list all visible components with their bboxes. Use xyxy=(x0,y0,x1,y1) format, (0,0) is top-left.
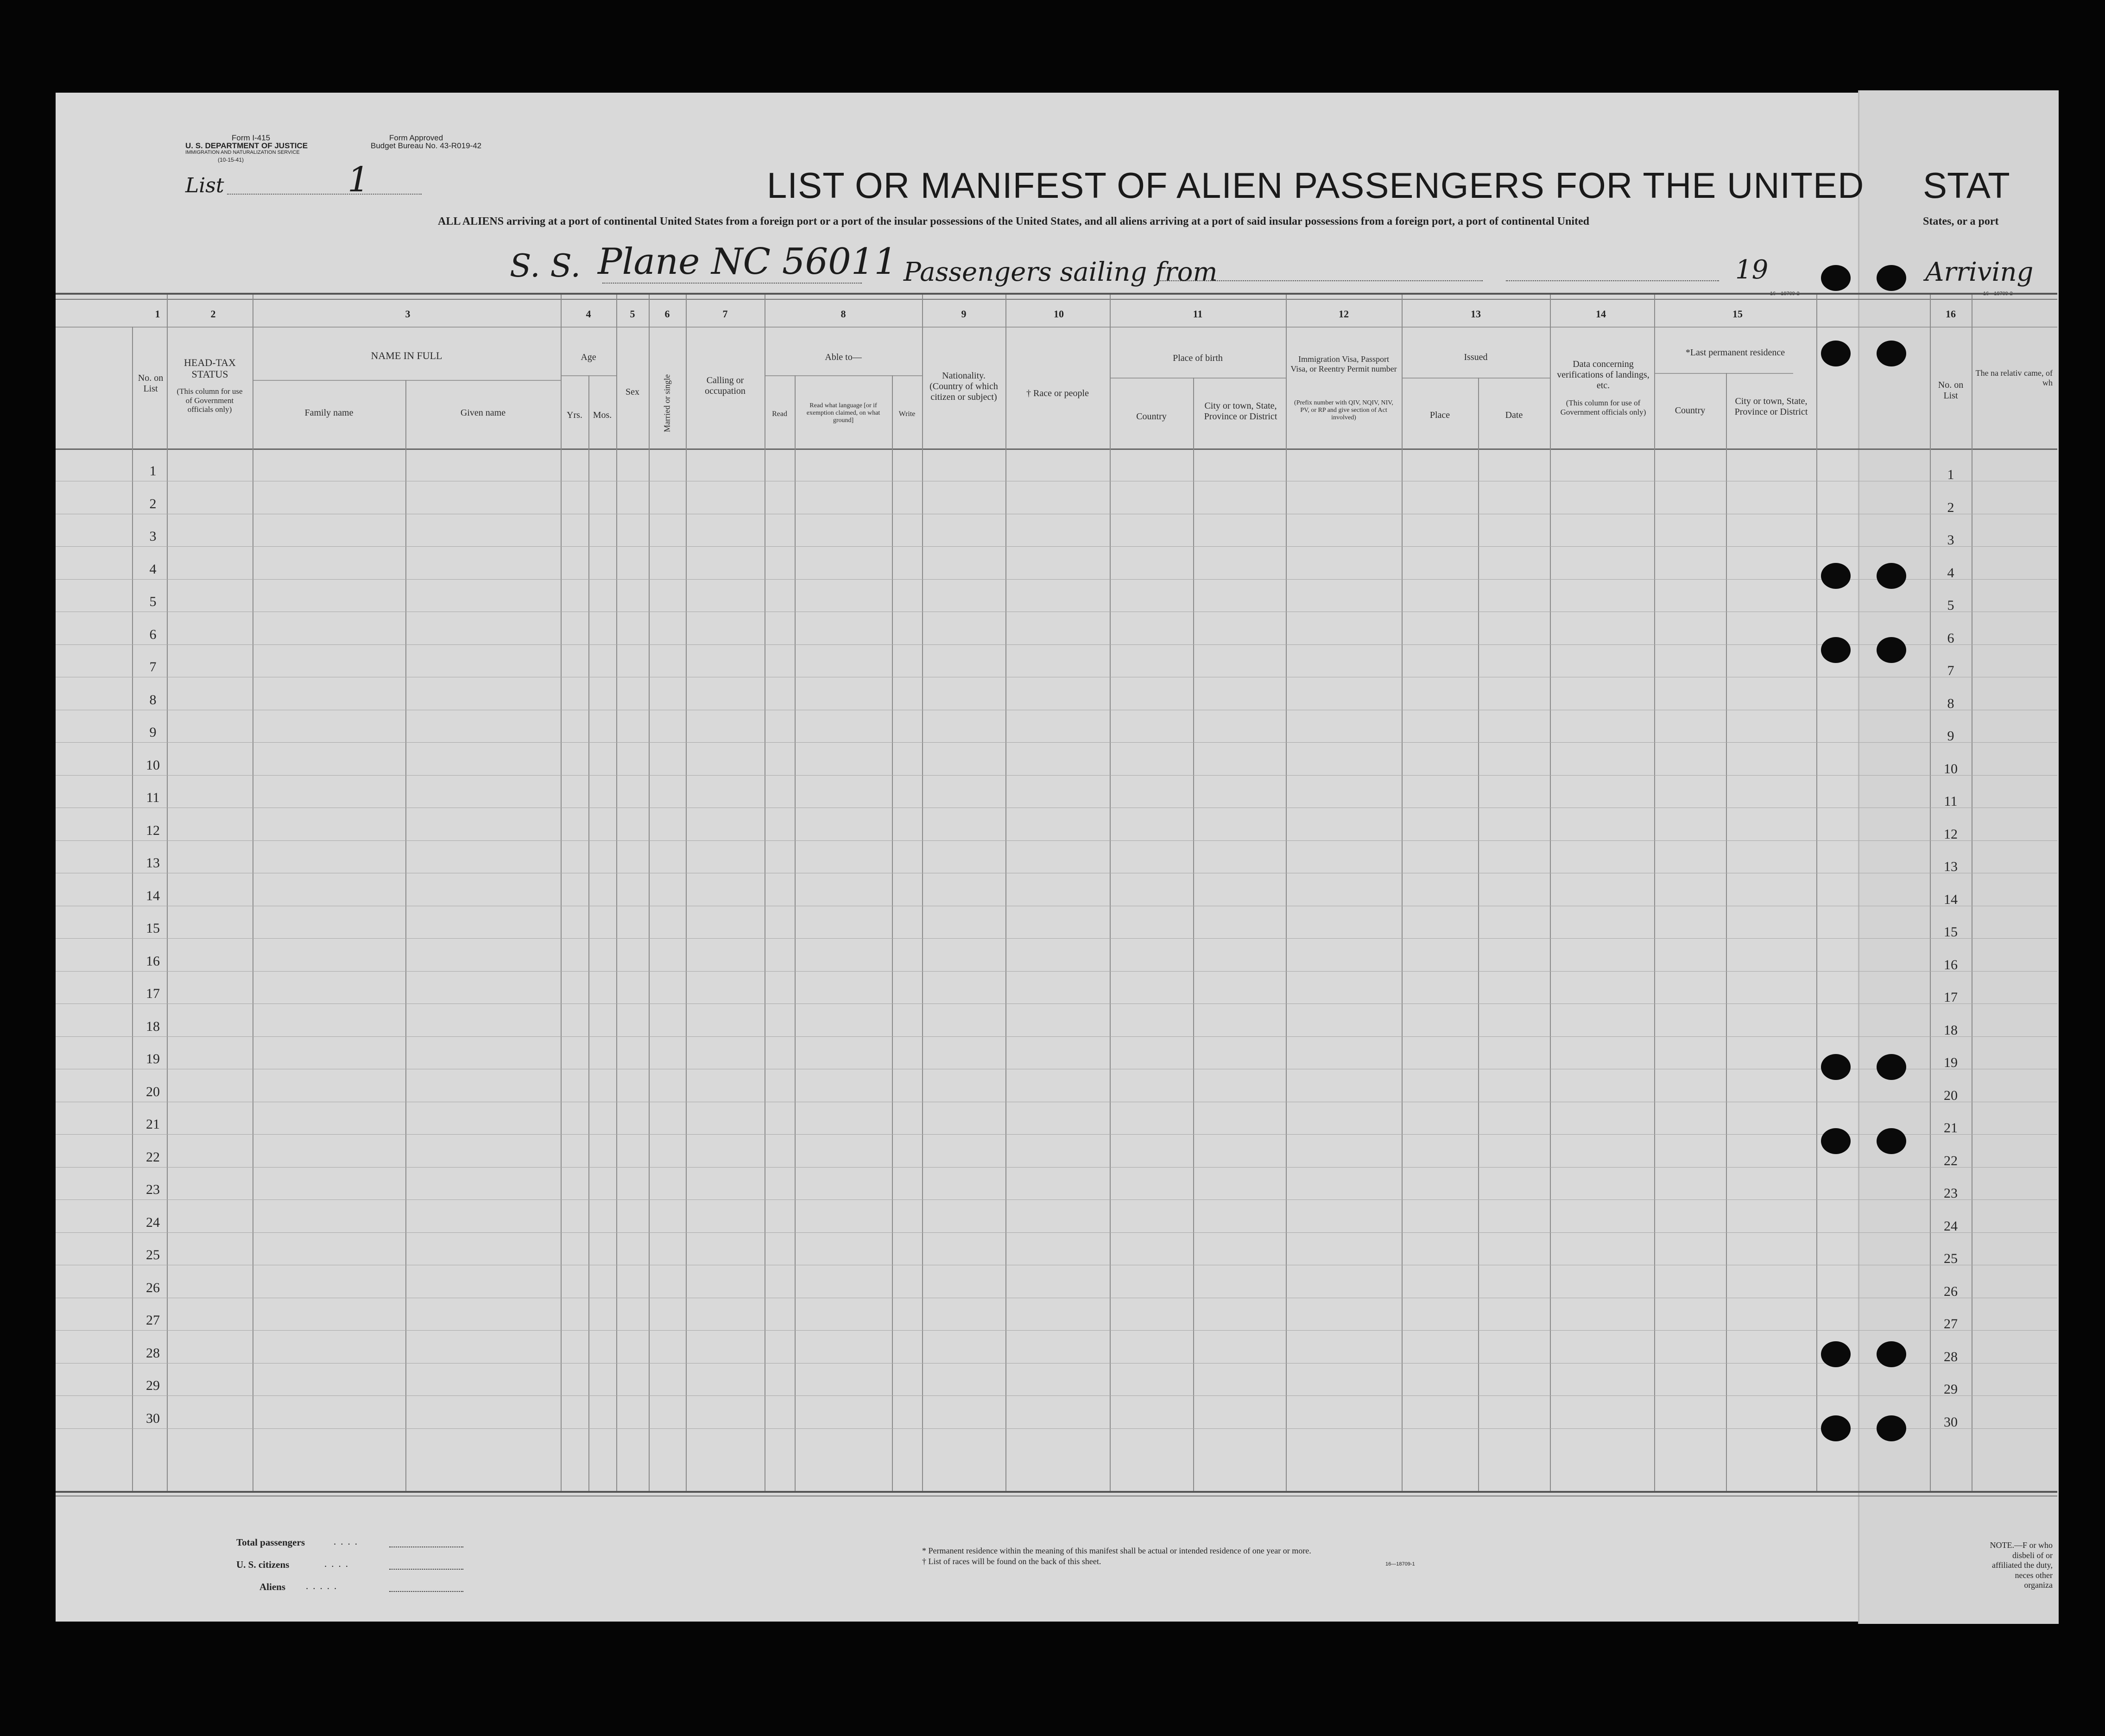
row-number-right: 23 xyxy=(1944,1186,1958,1201)
row-rule xyxy=(56,546,2057,547)
column-number: 2 xyxy=(210,308,216,320)
col-line xyxy=(1193,378,1194,1491)
col-line xyxy=(1286,295,1287,1491)
birth-subheader-rule xyxy=(1110,378,1286,379)
aliens-label: Aliens xyxy=(259,1581,286,1592)
row-number-right: 12 xyxy=(1944,827,1958,842)
header-data-note: (This column for use of Government officials only) xyxy=(1560,398,1646,417)
row-rule xyxy=(56,1232,2057,1233)
column-number: 4 xyxy=(586,308,591,320)
column-number: 3 xyxy=(405,308,411,320)
header-birth-country: Country xyxy=(1136,411,1167,422)
row-number-right: 24 xyxy=(1944,1218,1958,1234)
form-title: LIST OR MANIFEST OF ALIEN PASSENGERS FOR THE UNITED xyxy=(767,165,1865,206)
punch-hole xyxy=(1877,637,1906,663)
row-number: 22 xyxy=(146,1149,160,1165)
aliens-field[interactable] xyxy=(389,1591,463,1592)
year-prefix: 19 xyxy=(1735,255,1769,285)
row-number-right: 9 xyxy=(1947,728,1954,744)
able-subheader-rule xyxy=(765,375,922,376)
col-line xyxy=(1816,295,1817,1491)
name-subheader-rule xyxy=(253,380,561,381)
row-number-right: 7 xyxy=(1947,663,1954,678)
row-number: 6 xyxy=(149,627,157,642)
row-number-right: 1 xyxy=(1947,467,1954,482)
row-rule xyxy=(56,579,2057,580)
column-number-rule xyxy=(56,327,2057,328)
col-line xyxy=(922,295,923,1491)
punch-hole xyxy=(1877,341,1906,366)
punch-hole xyxy=(1877,1128,1906,1154)
row-number-right: 2 xyxy=(1947,500,1954,515)
column-number: 15 xyxy=(1732,308,1743,320)
column-number: 1 xyxy=(155,308,160,320)
row-number: 30 xyxy=(146,1411,160,1426)
form-subtitle: ALL ALIENS arriving at a port of continental United States from a foreign port or a port of the insular possessions of the United States, and all aliens arriving at a port of said insular possessions from a foreign port, a port of continental United xyxy=(438,215,1589,227)
form-subtitle-continued: States, or a port xyxy=(1923,215,1999,227)
header-write: Write xyxy=(898,410,916,418)
row-number-right: 14 xyxy=(1944,892,1958,907)
header-no-on-list-2: No. on List xyxy=(1938,380,1964,401)
header-read-what-language: Read what language [or if exemption claimed, on what ground] xyxy=(806,402,880,424)
sailing-from-label: Passengers sailing from xyxy=(904,257,1218,287)
row-number: 28 xyxy=(146,1345,160,1361)
row-number-right: 3 xyxy=(1947,532,1954,548)
row-number-right: 11 xyxy=(1944,794,1958,809)
row-number-right: 21 xyxy=(1944,1120,1958,1136)
form-approved: Form Approved xyxy=(389,133,443,142)
vessel-name: Plane NC 56011 xyxy=(598,241,897,283)
row-number: 19 xyxy=(146,1051,160,1067)
row-number-right: 15 xyxy=(1944,924,1958,940)
row-number: 4 xyxy=(149,562,157,577)
row-number-right: 28 xyxy=(1944,1349,1958,1364)
arriving-label: Arriving xyxy=(1925,257,2034,287)
punch-hole xyxy=(1821,563,1851,589)
punch-hole xyxy=(1877,1054,1906,1080)
punch-hole xyxy=(1821,341,1851,366)
col-line xyxy=(1654,295,1655,1491)
list-underline xyxy=(227,194,422,195)
punch-hole xyxy=(1821,1341,1851,1367)
row-number: 10 xyxy=(146,758,160,773)
vessel-prefix: S. S. xyxy=(510,248,581,284)
row-number: 20 xyxy=(146,1084,160,1099)
col-line xyxy=(795,375,796,1491)
row-number-right: 13 xyxy=(1944,859,1958,874)
row-number-right: 10 xyxy=(1944,761,1958,776)
col-line xyxy=(649,295,650,1491)
row-rule xyxy=(56,1134,2057,1135)
header-residence-country: Country xyxy=(1675,405,1706,416)
row-number: 25 xyxy=(146,1247,160,1263)
form-number: Form I-415 xyxy=(232,133,271,142)
column-number: 9 xyxy=(961,308,967,320)
row-rule xyxy=(56,1363,2057,1364)
row-number-right: 25 xyxy=(1944,1251,1958,1266)
punch-hole xyxy=(1877,265,1906,291)
header-bottom-rule xyxy=(56,448,2057,450)
row-number-right: 8 xyxy=(1947,696,1954,711)
header-place-of-birth: Place of birth xyxy=(1173,353,1223,363)
header-family-name: Family name xyxy=(304,408,354,418)
row-number: 23 xyxy=(146,1182,160,1197)
total-passengers-label: Total passengers xyxy=(236,1537,305,1548)
col-line xyxy=(1726,373,1727,1491)
col-line xyxy=(561,295,562,1491)
row-number: 14 xyxy=(146,888,160,903)
header-no-on-list: No. on List xyxy=(138,373,164,394)
row-number: 21 xyxy=(146,1117,160,1132)
row-number: 18 xyxy=(146,1019,160,1034)
punch-hole xyxy=(1877,1415,1906,1441)
row-number: 27 xyxy=(146,1313,160,1328)
footnote-list-of-races: † List of races will be found on the back of this sheet. xyxy=(922,1557,1101,1566)
column-number: 11 xyxy=(1193,308,1203,320)
us-citizens-dots: .... xyxy=(324,1558,353,1569)
col-line xyxy=(686,295,687,1491)
col-line xyxy=(588,375,589,1491)
row-number-right: 19 xyxy=(1944,1055,1958,1070)
header-head-tax-note: (This column for use of Government officials only) xyxy=(177,387,243,414)
column-number: 12 xyxy=(1339,308,1349,320)
header-relative-partial: The na relativ came, of wh xyxy=(1975,368,2053,387)
row-number: 9 xyxy=(149,725,157,740)
punch-hole xyxy=(1821,1054,1851,1080)
row-number-right: 20 xyxy=(1944,1088,1958,1103)
table-top-border xyxy=(56,293,2057,295)
row-number: 11 xyxy=(146,790,160,805)
table-bottom-border xyxy=(56,1491,2057,1493)
punch-hole xyxy=(1821,637,1851,663)
column-number: 16 xyxy=(1946,308,1956,320)
aliens-dots: ..... xyxy=(306,1580,341,1591)
column-number: 8 xyxy=(841,308,846,320)
budget-bureau-number: Budget Bureau No. 43-R019-42 xyxy=(371,141,482,150)
header-immigration-visa: Immigration Visa, Passport Visa, or Reentry Permit number xyxy=(1290,354,1397,373)
row-rule xyxy=(56,644,2057,645)
row-number-right: 6 xyxy=(1947,631,1954,646)
header-married-or-single: Married or single xyxy=(662,374,672,432)
note-partial: NOTE.—F or who disbeli of or affiliated the duty, neces other organiza xyxy=(1990,1540,2053,1590)
row-rule xyxy=(56,1330,2057,1331)
row-number: 26 xyxy=(146,1280,160,1295)
header-issued: Issued xyxy=(1464,352,1488,362)
row-rule xyxy=(56,938,2057,939)
vessel-underline xyxy=(602,283,862,284)
table-top-border-inner xyxy=(56,299,2057,300)
header-birth-city: City or town, State, Province or District xyxy=(1204,401,1277,422)
row-rule xyxy=(56,1395,2057,1396)
row-number-right: 5 xyxy=(1947,598,1954,613)
header-mos: Mos. xyxy=(593,410,612,420)
us-citizens-field[interactable] xyxy=(389,1569,463,1570)
service-name: IMMIGRATION AND NATURALIZATION SERVICE xyxy=(185,150,300,155)
row-number-right: 4 xyxy=(1947,565,1954,581)
col-line xyxy=(1402,295,1403,1491)
row-number: 29 xyxy=(146,1378,160,1393)
row-rule xyxy=(56,1428,2057,1429)
row-rule xyxy=(56,775,2057,776)
sailing-from-field[interactable] xyxy=(1158,280,1483,281)
list-label: List xyxy=(185,174,224,197)
header-issued-place: Place xyxy=(1429,410,1450,420)
col-line xyxy=(167,295,168,1491)
row-rule xyxy=(56,1167,2057,1168)
header-data-concerning: Data concerning verifications of landings, etc. xyxy=(1557,359,1650,391)
header-residence-city: City or town, State, Province or District xyxy=(1734,396,1808,417)
department-name: U. S. DEPARTMENT OF JUSTICE xyxy=(185,141,308,150)
column-number: 7 xyxy=(722,308,728,320)
us-citizens-label: U. S. citizens xyxy=(236,1559,290,1570)
punch-hole xyxy=(1821,265,1851,291)
row-number-right: 17 xyxy=(1944,990,1958,1005)
punch-hole xyxy=(1821,1128,1851,1154)
row-rule xyxy=(56,1036,2057,1037)
footnote-permanent-residence: * Permanent residence within the meaning of this manifest shall be actual or intended residence of one year or more. xyxy=(922,1546,1311,1555)
sailing-date-field[interactable] xyxy=(1506,280,1719,281)
header-calling-or-occupation: Calling or occupation xyxy=(705,375,746,396)
row-rule xyxy=(56,840,2057,841)
row-number-right: 30 xyxy=(1944,1414,1958,1430)
manifest-sheet xyxy=(56,93,2057,1622)
header-visa-note: (Prefix number with QIV, NQIV, NIV, PV, or RP and give section of Act involved) xyxy=(1294,399,1393,422)
col-line xyxy=(132,327,133,1491)
col-line xyxy=(1005,295,1006,1491)
print-code-bottom: 16—18709-1 xyxy=(1385,1561,1415,1567)
header-age: Age xyxy=(581,352,596,362)
row-number: 2 xyxy=(149,496,157,511)
column-number: 14 xyxy=(1596,308,1606,320)
residence-subheader-rule xyxy=(1654,373,1793,374)
row-number-right: 18 xyxy=(1944,1023,1958,1038)
header-head-tax-status: HEAD-TAX STATUS xyxy=(184,357,236,380)
header-name-in-full: NAME IN FULL xyxy=(371,350,442,361)
row-rule xyxy=(56,971,2057,972)
row-number-right: 26 xyxy=(1944,1284,1958,1299)
column-number: 6 xyxy=(664,308,670,320)
row-number: 5 xyxy=(149,594,157,609)
row-number: 24 xyxy=(146,1215,160,1230)
form-date: (10-15-41) xyxy=(218,157,244,163)
header-given-name: Given name xyxy=(460,408,506,418)
row-rule xyxy=(56,742,2057,743)
header-sex: Sex xyxy=(626,387,639,397)
col-line xyxy=(1550,295,1551,1491)
row-number: 13 xyxy=(146,855,160,871)
column-number: 13 xyxy=(1471,308,1481,320)
row-number-right: 22 xyxy=(1944,1153,1958,1168)
row-number: 16 xyxy=(146,953,160,969)
punch-hole xyxy=(1821,1415,1851,1441)
header-last-permanent-residence: *Last permanent residence xyxy=(1685,347,1785,358)
form-title-continued: STAT xyxy=(1923,165,2010,206)
row-number: 3 xyxy=(149,529,157,544)
row-number: 15 xyxy=(146,921,160,936)
punch-hole xyxy=(1877,563,1906,589)
list-number: 1 xyxy=(348,160,370,200)
row-number: 17 xyxy=(146,986,160,1001)
row-rule xyxy=(56,1199,2057,1200)
row-number-right: 27 xyxy=(1944,1316,1958,1332)
col-line xyxy=(1110,295,1111,1491)
row-number: 1 xyxy=(149,463,157,479)
header-read: Read xyxy=(772,410,787,418)
column-number: 5 xyxy=(630,308,635,320)
column-number: 10 xyxy=(1054,308,1064,320)
header-race-or-people: † Race or people xyxy=(1026,388,1089,398)
row-number: 8 xyxy=(149,692,157,707)
col-line xyxy=(616,295,617,1491)
row-number-right: 16 xyxy=(1944,957,1958,972)
col-line xyxy=(1930,295,1931,1491)
col-line xyxy=(892,375,893,1491)
total-passengers-dots: .... xyxy=(334,1536,362,1547)
col-line xyxy=(1478,378,1479,1491)
header-able-to: Able to— xyxy=(825,352,862,362)
header-issued-date: Date xyxy=(1505,410,1523,420)
punch-hole xyxy=(1877,1341,1906,1367)
issued-subheader-rule xyxy=(1402,378,1550,379)
header-nationality: Nationality. (Country of which citizen or subject) xyxy=(929,371,998,402)
row-number: 12 xyxy=(146,823,160,838)
row-number-right: 29 xyxy=(1944,1382,1958,1397)
row-number: 7 xyxy=(149,659,157,675)
header-yrs: Yrs. xyxy=(567,410,582,420)
